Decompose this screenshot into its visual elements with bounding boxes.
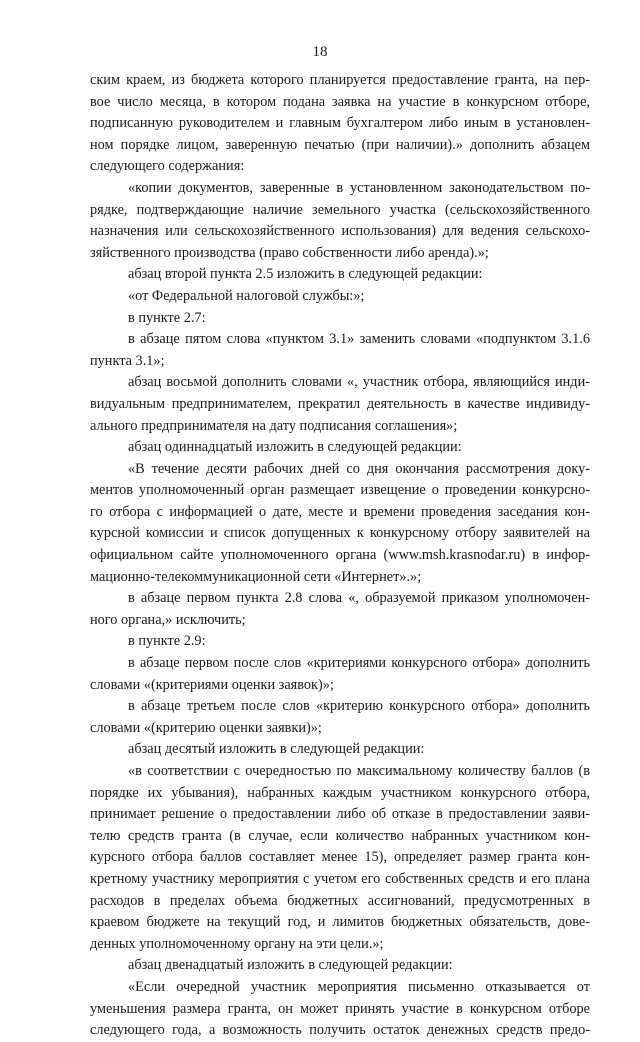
text-line: мационно-телекоммуникационной сети «Интернет».»; (90, 568, 422, 585)
text-line: абзац второй пункта 2.5 изложить в следующей редакции: (128, 266, 483, 283)
text-line: кретному участнику мероприятия с учетом его собственных средств и его плана (90, 870, 590, 887)
text-line: словами «(критерию оценки заявки)»; (90, 719, 322, 736)
text-line: пункта 3.1»; (90, 352, 165, 369)
text-line: в абзаце пятом слова «пунктом 3.1» заменить словами «подпунктом 3.1.6 (128, 331, 590, 348)
text-line: абзац двенадцатый изложить в следующей редакции: (128, 957, 453, 974)
text-line: го отбора с информацией о дате, месте и времени проведения заседания кон- (90, 503, 590, 520)
text-line: принимает решение о предоставлении либо об отказе в предоставлении заяви- (90, 806, 590, 823)
text-line: подписанную руководителем и главным бухгалтером либо иным в установлен- (90, 115, 590, 132)
text-line: курсного отбора баллов составляет менее 15), определяет размер гранта кон- (90, 849, 590, 866)
text-line: в абзаце третьем после слов «критерию конкурсного отбора» дополнить (128, 698, 590, 715)
text-line: «копии документов, заверенные в установленном законодательством по- (128, 179, 590, 196)
text-line: следующего содержания: (90, 158, 245, 175)
text-line: «в соответствии с очередностью по максимальному количеству баллов (в (128, 763, 590, 779)
text-line: краевом бюджете на текущий год, и лимитов бюджетных обязательств, дове- (90, 914, 590, 931)
text-line: ального предпринимателя на дату подписания соглашения»; (90, 417, 458, 434)
text-line: «от Федеральной налоговой службы:»; (128, 287, 365, 304)
text-line: «В течение десяти рабочих дней со дня окончания рассмотрения доку- (128, 460, 590, 477)
text-line: словами «(критериями оценки заявок)»; (90, 676, 334, 693)
text-line: расходов в пределах объема бюджетных ассигнований, предусмотренных в (90, 892, 590, 909)
text-line: в абзаце первом пункта 2.8 слова «, образуемой приказом уполномочен- (128, 590, 590, 607)
text-line: ским краем, из бюджета которого планируется предоставление гранта, на пер- (90, 72, 590, 88)
text-line: официальном сайте уполномоченного органа (www.msh.krasnodar.ru) в инфор- (90, 547, 590, 564)
page-number: 18 (312, 44, 328, 60)
text-line: порядке их убывания), набранных каждым участником конкурсного отбора, (90, 784, 590, 801)
text-line: абзац десятый изложить в следующей редакции: (128, 741, 425, 758)
text-line: курсной комиссии и список допущенных к конкурсному отбору заявителей на (90, 525, 590, 542)
text-line: ного органа,» исключить; (90, 611, 246, 628)
text-line: денных уполномоченному органу на эти цели.»; (90, 935, 384, 952)
text-line: уменьшения размера гранта, он может принять участие в конкурсном отборе (90, 1000, 590, 1017)
text-line: зяйственного производства (право собственности либо аренда).»; (90, 244, 489, 261)
text-line: рядке, подтверждающие наличие земельного участка (сельскохозяйственного (90, 201, 590, 218)
document-body (90, 70, 590, 1042)
text-line: вое число месяца, в котором подана заявка на участие в конкурсном отборе, (90, 93, 590, 110)
text-line: следующего года, а возможность получить остаток денежных средств предо- (90, 1022, 590, 1039)
text-line: абзац одиннадцатый изложить в следующей редакции: (128, 439, 462, 456)
text-line: назначения или сельскохозяйственного использования) для ведения сельскохо- (90, 223, 590, 240)
text-line: ментов уполномоченный орган размещает извещение о проведении конкурсно- (90, 482, 590, 499)
text-line: в абзаце первом после слов «критериями конкурсного отбора» дополнить (128, 655, 590, 672)
text-line: телю средств гранта (в случае, если количество набранных участником кон- (90, 827, 590, 844)
text-line: в пункте 2.9: (128, 633, 206, 650)
text-line: в пункте 2.7: (128, 309, 206, 326)
text-line: ном порядке лицом, заверенную печатью (при наличии).» дополнить абзацем (90, 136, 590, 153)
text-line: абзац восьмой дополнить словами «, участник отбора, являющийся инди- (128, 374, 590, 391)
text-line: «Если очередной участник мероприятия письменно отказывается от (128, 978, 590, 995)
text-line: видуальным предпринимателем, прекратил деятельность в качестве индивиду- (90, 395, 590, 412)
